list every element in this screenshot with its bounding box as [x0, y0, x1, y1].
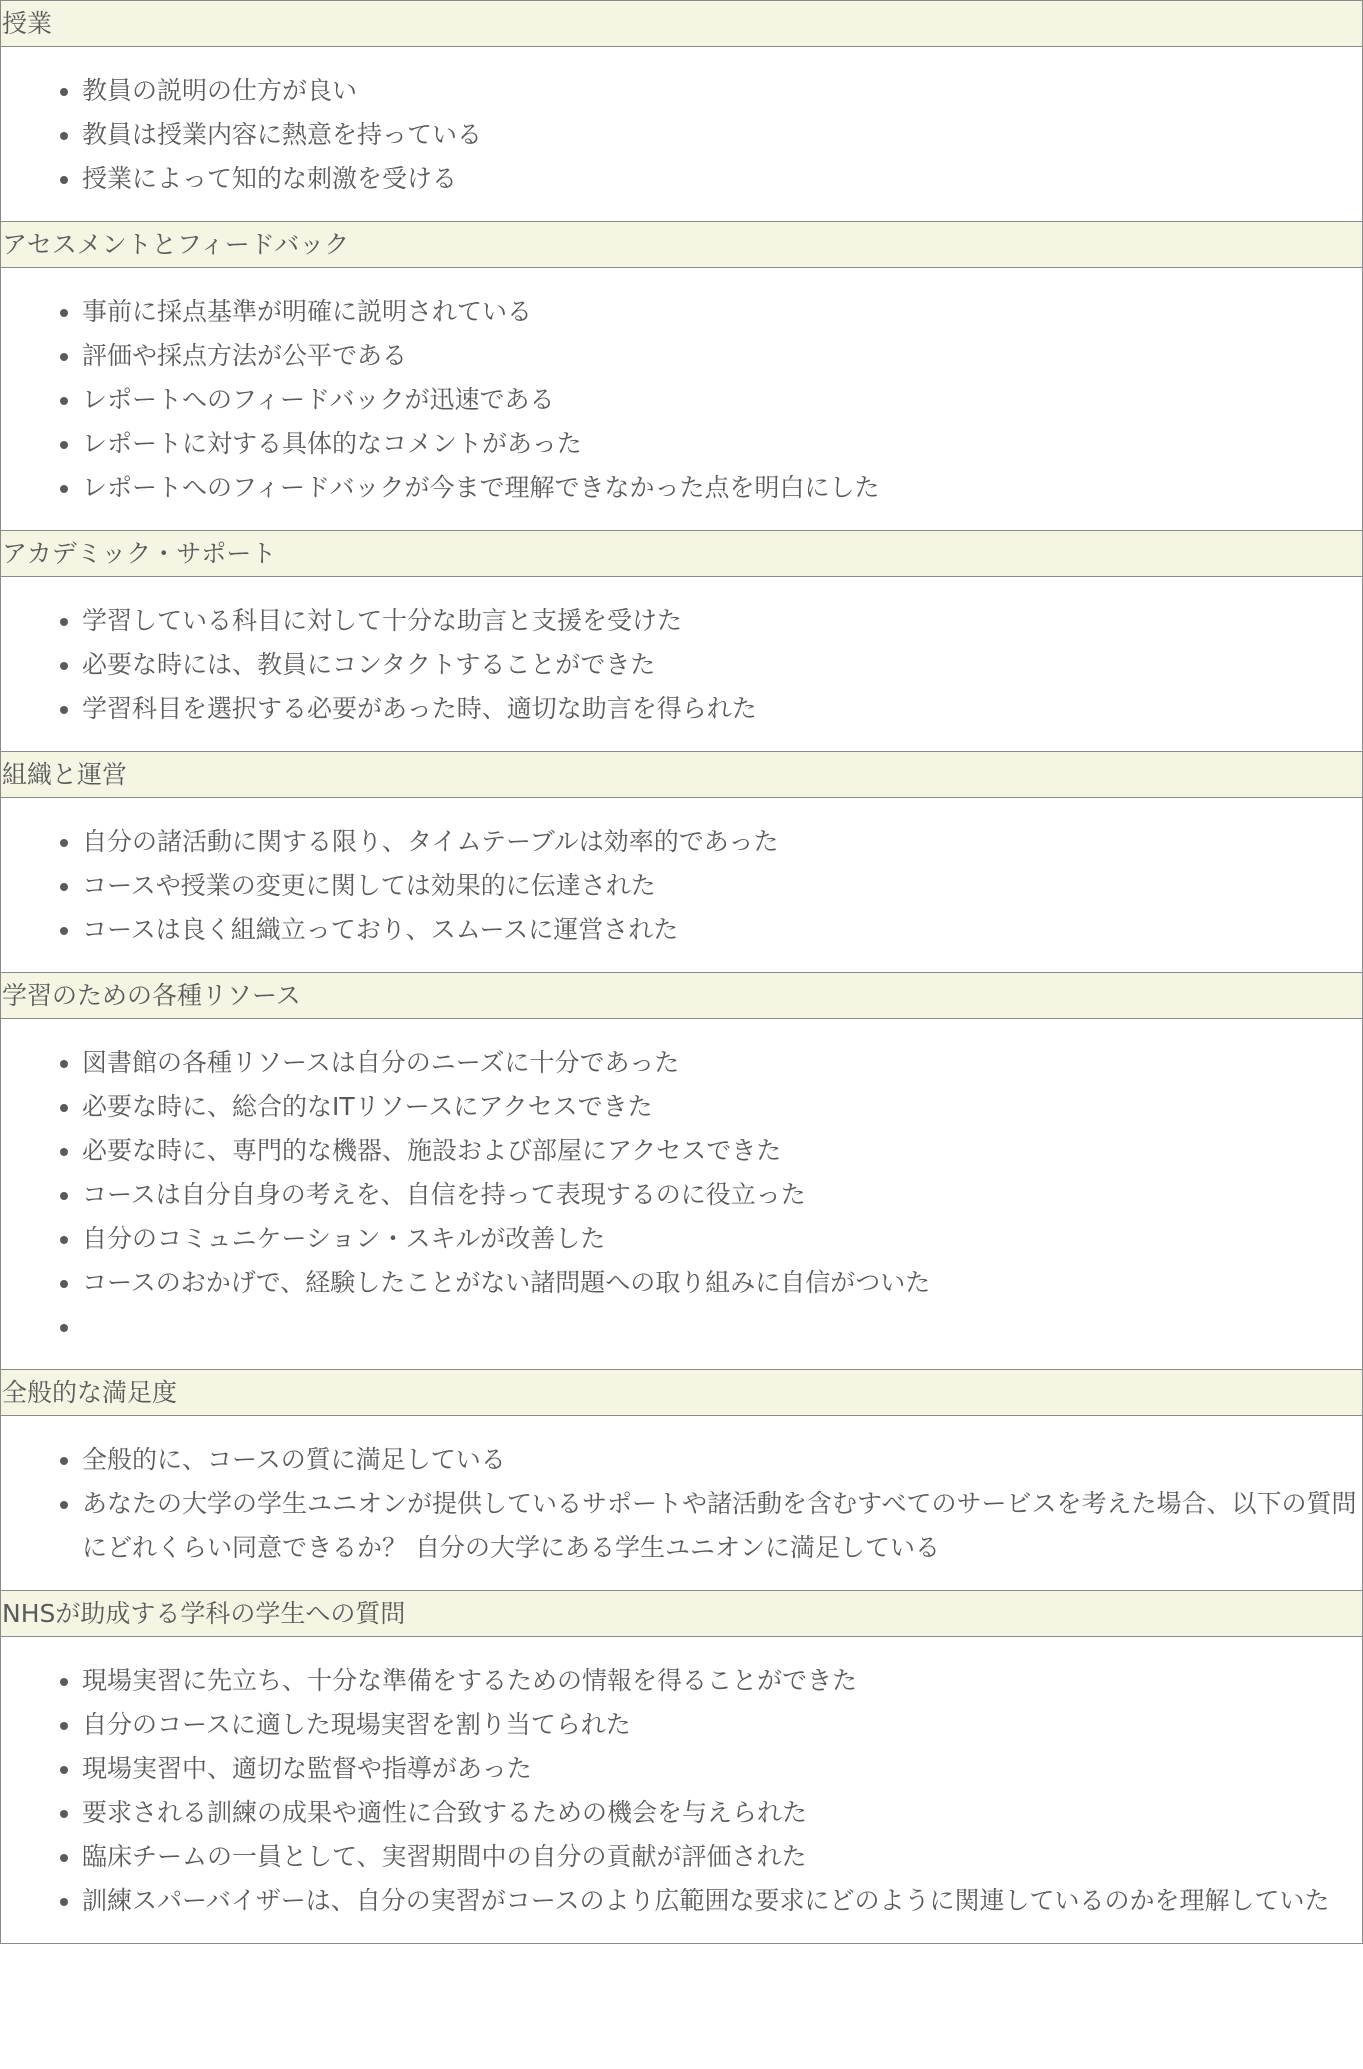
question-item	[82, 1305, 1362, 1349]
question-item: • コースのおかげで、経験したことがない諸問題への取り組みに自信がついた	[82, 1261, 1362, 1305]
section-body	[1, 798, 1362, 973]
question-item: • 評価や採点方法が公平である	[82, 334, 1362, 378]
question-list	[1, 1041, 1362, 1349]
section-title: アセスメントとフィードバック	[1, 222, 1362, 268]
question-item: • 自分のコースに適した現場実習を割り当てられた	[82, 1703, 1362, 1747]
section-title: 全般的な満足度	[1, 1370, 1362, 1416]
question-item: • 授業によって知的な刺激を受ける	[82, 157, 1362, 201]
question-item: • 要求される訓練の成果や適性に合致するための機会を与えられた	[82, 1791, 1362, 1835]
question-item: • 教員の説明の仕方が良い	[82, 69, 1362, 113]
section-title: NHSが助成する学科の学生への質問	[1, 1591, 1362, 1637]
question-item: • コースは自分自身の考えを、自信を持って表現するのに役立った	[82, 1173, 1362, 1217]
section-body	[1, 268, 1362, 531]
question-list	[1, 290, 1362, 510]
question-item: • 全般的に、コースの質に満足している	[82, 1438, 1362, 1482]
question-item: • 現場実習に先立ち、十分な準備をするための情報を得ることができた	[82, 1659, 1362, 1703]
section-body	[1, 577, 1362, 752]
question-item: • 学習科目を選択する必要があった時、適切な助言を得られた	[82, 687, 1362, 731]
question-item: • 事前に採点基準が明確に説明されている	[82, 290, 1362, 334]
question-list	[1, 1659, 1362, 1923]
question-item: • レポートへのフィードバックが今まで理解できなかった点を明白にした	[82, 466, 1362, 510]
question-item: • 現場実習中、適切な監督や指導があった	[82, 1747, 1362, 1791]
question-list	[1, 599, 1362, 731]
section-title: アカデミック・サポート	[1, 531, 1362, 577]
question-item: • 学習している科目に対して十分な助言と支援を受けた	[82, 599, 1362, 643]
question-item: • レポートへのフィードバックが迅速である	[82, 378, 1362, 422]
question-item: • 臨床チームの一員として、実習期間中の自分の貢献が評価された	[82, 1835, 1362, 1879]
question-item: • コースは良く組織立っており、スムースに運営された	[82, 908, 1362, 952]
question-item: • 教員は授業内容に熱意を持っている	[82, 113, 1362, 157]
question-item: • レポートに対する具体的なコメントがあった	[82, 422, 1362, 466]
section-body	[1, 47, 1362, 222]
question-item: • 必要な時には、教員にコンタクトすることができた	[82, 643, 1362, 687]
section-title: 学習のための各種リソース	[1, 973, 1362, 1019]
section-body	[1, 1416, 1362, 1591]
question-item: • 自分の諸活動に関する限り、タイムテーブルは効率的であった	[82, 820, 1362, 864]
section-body	[1, 1637, 1362, 1944]
question-item: • あなたの大学の学生ユニオンが提供しているサポートや諸活動を含むすべてのサービスを考えた場合、以下の質問にどれくらい同意できるか？ 自分の大学にある学生ユニオンに満足している	[82, 1482, 1362, 1570]
question-item: • 必要な時に、総合的なITリソースにアクセスできた	[82, 1085, 1362, 1129]
question-list	[1, 69, 1362, 201]
section-body	[1, 1019, 1362, 1370]
question-item: • 図書館の各種リソースは自分のニーズに十分であった	[82, 1041, 1362, 1085]
question-item: • コースや授業の変更に関しては効果的に伝達された	[82, 864, 1362, 908]
question-list	[1, 1438, 1362, 1570]
question-item: • 必要な時に、専門的な機器、施設および部屋にアクセスできた	[82, 1129, 1362, 1173]
question-item: • 自分のコミュニケーション・スキルが改善した	[82, 1217, 1362, 1261]
question-list	[1, 820, 1362, 952]
section-title: 授業	[1, 1, 1362, 47]
question-item: • 訓練スパーバイザーは、自分の実習がコースのより広範囲な要求にどのように関連しているのかを理解していた	[82, 1879, 1362, 1923]
section-title: 組織と運営	[1, 752, 1362, 798]
